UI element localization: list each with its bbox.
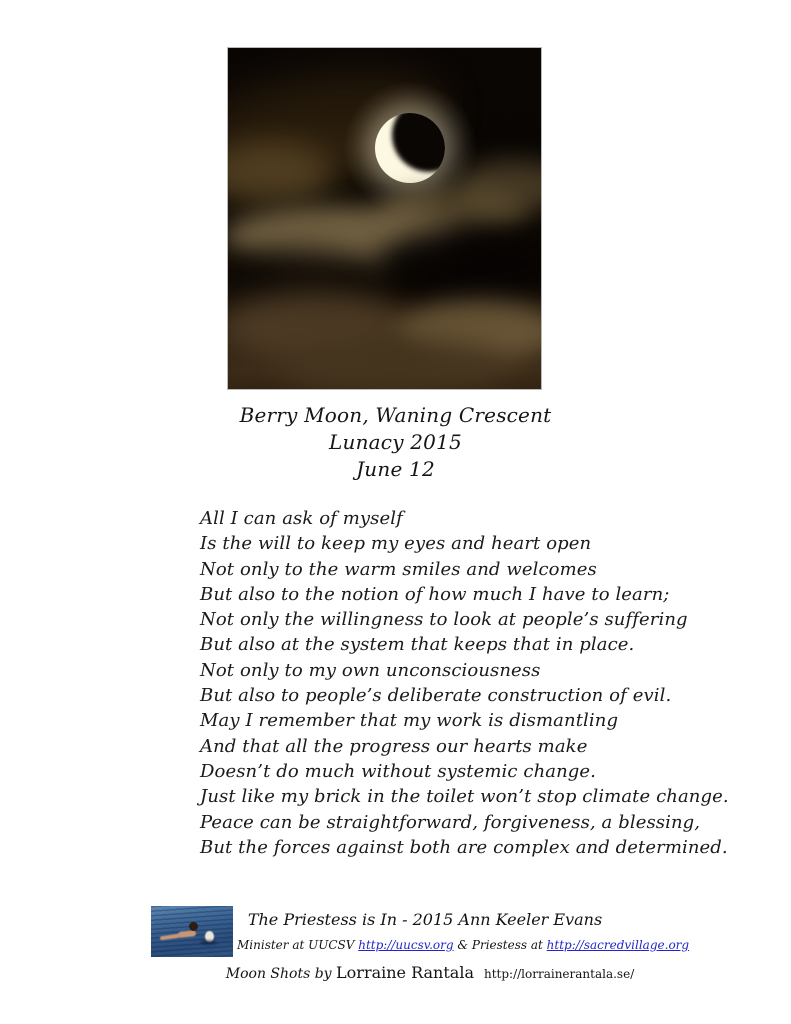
poem-line: Not only to the warm smiles and welcomes: [200, 558, 597, 580]
title-line-date: June 12: [356, 457, 435, 481]
poem-line: May I remember that my work is dismantling: [200, 710, 619, 732]
affiliation-prefix: Minister at UUCSV: [237, 938, 359, 952]
photo-credit-line: [150, 963, 710, 982]
water-ripple: [200, 940, 217, 945]
poem-line: But also to the notion of how much I have to learn;: [200, 583, 670, 605]
title-line-moon-name: Berry Moon, Waning Crescent: [239, 403, 552, 427]
poem-line: Not only the willingness to look at people’s suffering: [200, 609, 688, 631]
sacredvillage-link[interactable]: http://sacredvillage.org: [546, 938, 690, 952]
poem-line: All I can ask of myself: [200, 508, 403, 529]
title-line-series: Lunacy 2015: [329, 430, 462, 454]
uucsv-link[interactable]: http://uucsv.org: [358, 938, 454, 952]
poem: [200, 506, 729, 860]
poem-line: And that all the progress our hearts make: [200, 735, 588, 757]
photographer-name: Lorraine Rantala: [336, 963, 474, 982]
poem-line: But the forces against both are complex and determined.: [200, 836, 728, 858]
poem-line: Not only to my own unconsciousness: [200, 659, 541, 681]
photo-credit-prefix: Moon Shots by: [225, 966, 337, 982]
swimmer-body: [178, 930, 197, 938]
cloud-layer: [376, 226, 542, 306]
poem-line: Just like my brick in the toilet won’t stop climate change.: [200, 786, 729, 808]
poem-line: But also at the system that keeps that in place.: [200, 634, 635, 656]
credit-line: The Priestess is In - 2015 Ann Keeler Evans: [247, 910, 603, 929]
poem-line: Is the will to keep my eyes and heart open: [200, 533, 592, 555]
affiliation-middle: & Priestess at: [453, 938, 547, 952]
cloud-layer: [283, 336, 508, 390]
affiliation-line: [237, 938, 689, 952]
moon-photo: [227, 47, 542, 390]
poem-line: Peace can be straightforward, forgiveness, a blessing,: [200, 811, 701, 833]
title-block: [0, 402, 791, 483]
poem-line: Doesn’t do much without systemic change.: [200, 760, 596, 782]
photographer-url: http://lorrainerantala.se/: [483, 967, 635, 981]
poem-line: But also to people’s deliberate construction of evil.: [200, 685, 672, 707]
crescent-moon-icon: [375, 113, 445, 183]
